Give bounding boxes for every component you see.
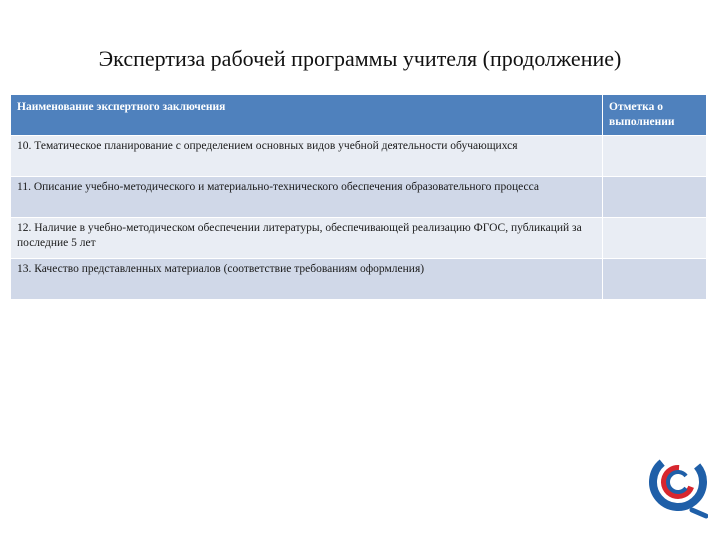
row-mark-cell[interactable]: [603, 177, 707, 218]
row-mark-cell[interactable]: [603, 136, 707, 177]
row-mark-cell[interactable]: [603, 218, 707, 259]
row-criterion-11: 11. Описание учебно-методического и материально-технического обеспечения образовательного процесса: [11, 177, 603, 218]
row-mark-cell[interactable]: [603, 259, 707, 300]
page-title: Экспертиза рабочей программы учителя (продолжение): [98, 46, 622, 71]
expertise-table: [10, 94, 707, 300]
organization-logo-icon: [648, 450, 708, 520]
row-criterion-13: 13. Качество представленных материалов (соответствие требованиям оформления): [11, 259, 603, 300]
row-criterion-10: 10. Тематическое планирование с определением основных видов учебной деятельности обучающихся: [11, 136, 603, 177]
header-completion-mark: Отметка о выполнении: [603, 95, 707, 136]
row-criterion-12: 12. Наличие в учебно-методическом обеспечении литературы, обеспечивающей реализацию ФГОС, публикаций за последние 5 лет: [11, 218, 603, 259]
table-row: [11, 136, 707, 177]
table-row: [11, 177, 707, 218]
table-row: [11, 218, 707, 259]
table-row: [11, 259, 707, 300]
table-header-row: [11, 95, 707, 136]
header-expert-conclusion: Наименование экспертного заключения: [11, 95, 603, 136]
